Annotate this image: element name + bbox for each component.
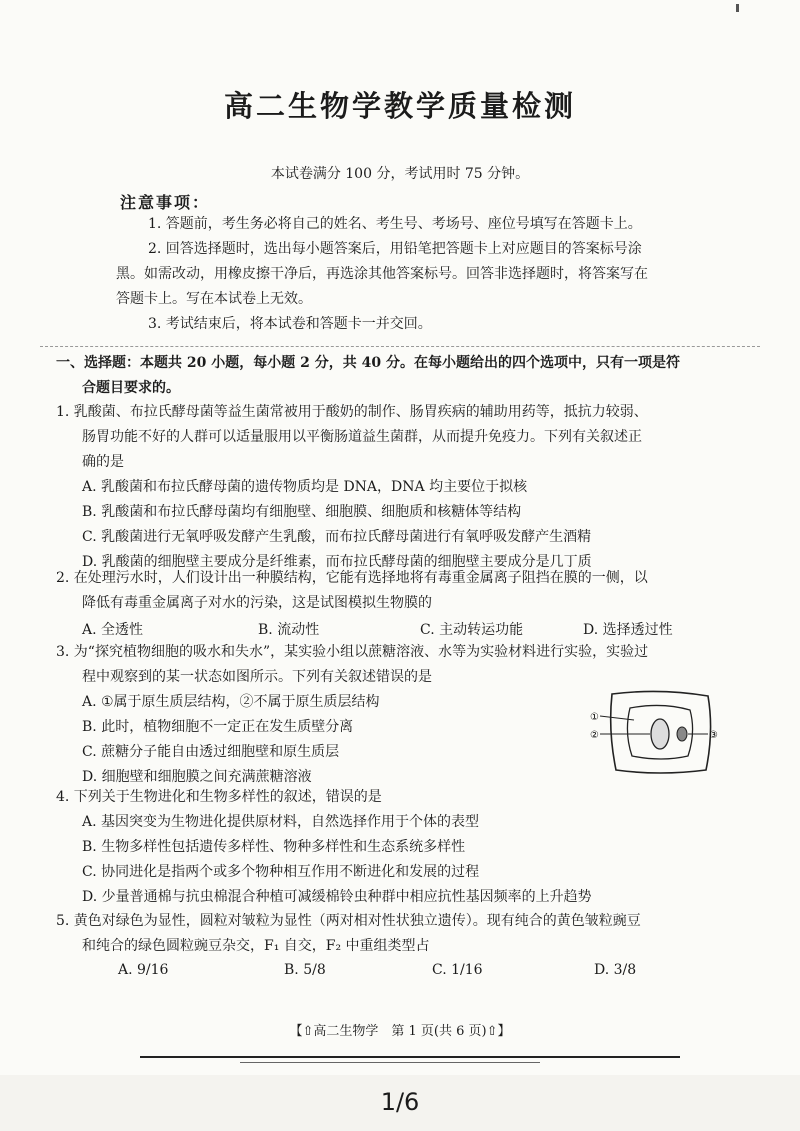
page-title: 高二生物学教学质量检测 [223, 89, 576, 123]
plant-cell-diagram [590, 686, 720, 776]
section-heading-line1: 一、选择题：本题共 20 小题，每小题 2 分，共 40 分。在每小题给出的四个选项中，只有一项是符 [56, 355, 680, 371]
question-5-stem-cont: 和纯合的绿色圆粒豌豆杂交，F₁ 自交，F₂ 中重组类型占 [82, 938, 430, 954]
question-2 [56, 566, 766, 616]
question-5-option-b: B. 5/8 [284, 962, 326, 978]
notice-heading: 注意事项： [120, 193, 211, 212]
question-1-option-c: C. 乳酸菌进行无氧呼吸发酵产生乳酸，而布拉氏酵母菌进行有氧呼吸发酵产生酒精 [82, 529, 592, 545]
scan-edge-line [140, 1056, 680, 1058]
page-indicator: 1/6 [380, 1088, 420, 1116]
question-3-stem: 3. 为“探究植物细胞的吸水和失水”，某实验小组以蔗糖溶液、水等为实验材料进行实验，实验过 [56, 644, 649, 660]
question-4-option-a: A. 基因突变为生物进化提供原材料，自然选择作用于个体的表型 [82, 814, 480, 830]
question-1-stem: 1. 乳酸菌、布拉氏酵母菌等益生菌常被用于酸奶的制作、肠胃疾病的辅助用药等，抵抗力较弱、 [56, 404, 648, 420]
section-heading-line2: 合题目要求的。 [82, 380, 180, 396]
section-divider [40, 346, 760, 347]
question-2-option-c: C. 主动转运功能 [420, 622, 524, 638]
question-3-stem-cont: 程中观察到的某一状态如图所示。下列有关叙述错误的是 [82, 669, 432, 685]
question-4-option-b: B. 生物多样性包括遗传多样性、物种多样性和生态系统多样性 [82, 839, 466, 855]
question-4-stem: 4. 下列关于生物进化和生物多样性的叙述，错误的是 [56, 789, 382, 805]
fig-label-1: ① [590, 712, 599, 723]
scan-edge-line-2 [240, 1062, 540, 1063]
section-heading [56, 351, 756, 401]
page-footer: 【⇧高二生物学 第 1 页(共 6 页)⇧】 [289, 1024, 511, 1039]
question-5-stem: 5. 黄色对绿色为显性，圆粒对皱粒为显性（两对相对性状独立遗传）。现有纯合的黄色皱粒豌豆 [56, 913, 641, 929]
question-1-option-d: D. 乳酸菌的细胞壁主要成分是纤维素，而布拉氏酵母菌的细胞壁主要成分是几丁质 [82, 554, 592, 570]
question-1-stem-cont: 肠胃功能不好的人群可以适量服用以平衡肠道益生菌群，从而提升免疫力。下列有关叙述正 [82, 429, 642, 445]
fig-label-2: ② [590, 730, 599, 741]
question-5-option-a: A. 9/16 [118, 962, 169, 978]
question-2-option-b: B. 流动性 [258, 622, 320, 638]
question-2-stem-cont: 降低有毒重金属离子对水的污染，这是试图模拟生物膜的 [82, 595, 432, 611]
question-3-option-a: A. ①属于原生质层结构，②不属于原生质层结构 [82, 694, 380, 710]
question-5-option-c: C. 1/16 [432, 962, 483, 978]
notice-list [116, 212, 686, 337]
question-3-option-d: D. 细胞壁和细胞膜之间充满蔗糖溶液 [82, 769, 312, 785]
question-5-option-d: D. 3/8 [594, 962, 637, 978]
notice-item-3: 3. 考试结束后，将本试卷和答题卡一并交回。 [148, 316, 432, 332]
notice-item-2: 2. 回答选择题时，选出每小题答案后，用铅笔把答题卡上对应题目的答案标号涂 [148, 241, 642, 257]
question-2-stem: 2. 在处理污水时，人们设计出一种膜结构，它能有选择地将有毒重金属离子阻挡在膜的一侧，以 [56, 570, 648, 586]
question-3-option-b: B. 此时，植物细胞不一定正在发生质壁分离 [82, 719, 354, 735]
notice-item-2-cont: 黑。如需改动，用橡皮擦干净后，再选涂其他答案标号。回答非选择题时，将答案写在 [116, 266, 648, 282]
fig-label-3: ③ [709, 730, 718, 741]
question-5 [56, 909, 766, 959]
question-4-option-c: C. 协同进化是指两个或多个物种相互作用不断进化和发展的过程 [82, 864, 480, 880]
question-1-option-b: B. 乳酸菌和布拉氏酵母菌均有细胞壁、细胞膜、细胞质和核糖体等结构 [82, 504, 522, 520]
question-1 [56, 400, 766, 575]
question-1-option-a: A. 乳酸菌和布拉氏酵母菌的遗传物质均是 DNA，DNA 均主要位于拟核 [82, 479, 528, 495]
exam-info: 本试卷满分 100 分，考试用时 75 分钟。 [270, 166, 530, 182]
question-4-option-d: D. 少量普通棉与抗虫棉混合种植可减缓棉铃虫种群中相应抗性基因频率的上升趋势 [82, 889, 592, 905]
notice-item-2-cont2: 答题卡上。写在本试卷上无效。 [116, 291, 312, 307]
question-1-stem-cont2: 确的是 [82, 454, 124, 470]
scan-artifact [736, 4, 739, 12]
question-4 [56, 785, 766, 910]
question-2-option-a: A. 全透性 [82, 622, 144, 638]
question-3-option-c: C. 蔗糖分子能自由透过细胞壁和原生质层 [82, 744, 340, 760]
question-2-option-d: D. 选择透过性 [583, 622, 673, 638]
notice-item-1: 1. 答题前，考生务必将自己的姓名、考生号、考场号、座位号填写在答题卡上。 [148, 216, 642, 232]
